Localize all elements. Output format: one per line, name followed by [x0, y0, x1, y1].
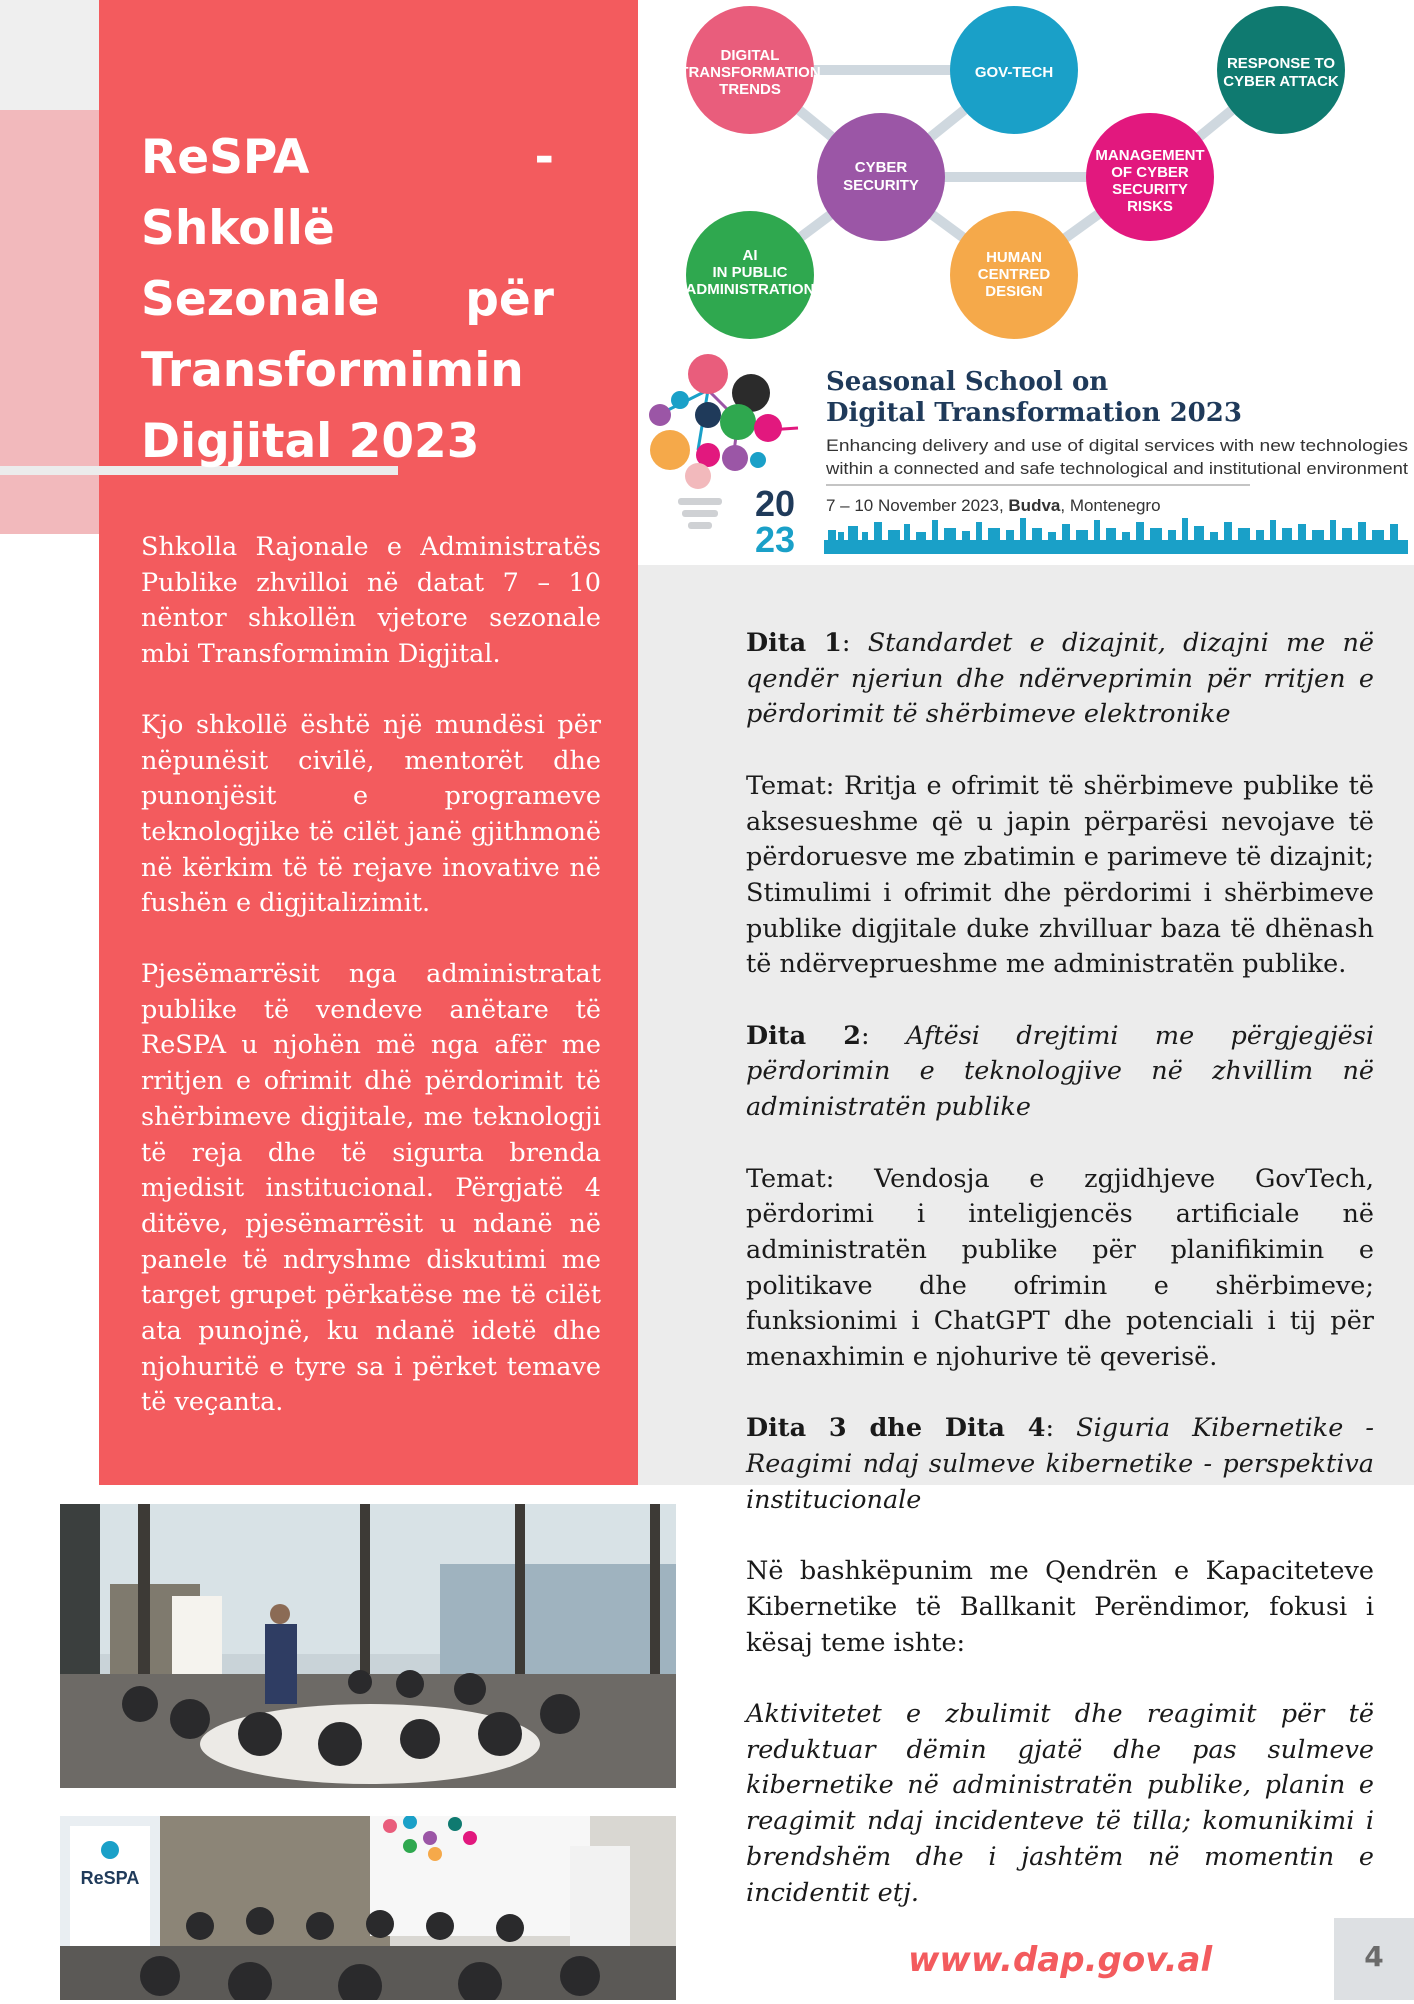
day34-focus: Aktivitetet e zbulimit dhe reagimit për të reduktuar dëmin gjatë dhe pas sulmeve kibernetike në administratën publike, planin e reagimit ndaj incidenteve të tilla; komunikimi i brendshëm dhe i jashtëm në momentin e incidentit etj.: [746, 1699, 1374, 1908]
participants-paragraph: Pjesëmarrësit nga administratat publike të vendeve anëtare të ReSPA u njohën më nga afër me rritjen e ofrimit dhë përdorimit të shërbimeve digjitale, me teknologji të reja dhe të sigurta brenda mjedisit institucional. Përgjatë 4 ditëve, pjesëmarrësit u ndanë në panele të ndryshme diskutimi me target grupet përkatëse me të cilët ata punojnë, ku ndanë idetë dhe njohuritë e tyre sa i përket temave të veçanta.: [141, 959, 601, 1418]
node-text: GOV-TECH: [974, 64, 1054, 81]
node-text: CYBER: [854, 159, 908, 176]
node-text: AI: [742, 247, 758, 264]
node-text: DIGITAL: [720, 47, 780, 64]
node-text: TRANSFORMATION: [679, 64, 821, 81]
infographic-svg: [638, 0, 1414, 565]
node-text: TRENDS: [719, 81, 781, 98]
day34-heading: Dita 3 dhe Dita 4: Siguria Kibernetike - Reagimi ndaj sulmeve kibernetike - perspektiva institucionale: [746, 1413, 1374, 1515]
left-column-text: [141, 530, 601, 1456]
node-text: CENTRED: [977, 266, 1051, 283]
day2-heading: Dita 2: Aftësi drejtimi me përgjegjësi përdorimin e teknologjive në zhvillim në administratën publike: [746, 1020, 1374, 1123]
logo-year-bottom: 23: [755, 519, 796, 560]
node-text: CYBER ATTACK: [1223, 73, 1339, 90]
page-title: ReSPA - Shkollë Sezonale për Transformimin Digjital 2023: [141, 130, 554, 469]
node-text: RESPONSE TO: [1226, 55, 1336, 72]
node-text: SECURITY: [843, 177, 919, 194]
day1-topics: Temat: Rritja e ofrimit të shërbimeve publike të aksesueshme që u japin përparësi nevojave të përdoruesve me zbatimin e parimeve të dizajnit; Stimulimi i ofrimit dhe përdorimi i shërbimeve publike digjitale duke zhvilluar baza të dhënash të ndërveprueshme me administratën publike.: [746, 770, 1374, 980]
right-column-text: [746, 626, 1374, 1947]
corner-block: [0, 0, 100, 110]
page-number: 4: [1364, 1940, 1384, 1973]
seasonal-school-infographic: [638, 0, 1414, 565]
node-text: MANAGEMENT: [1095, 147, 1205, 164]
training-photo-2: [60, 1816, 676, 2000]
node-text: SECURITY: [1112, 181, 1188, 198]
day34-intro: Në bashkëpunim me Qendrën e Kapaciteteve Kibernetike të Ballkanit Perëndimor, fokusi i kësaj teme ishte:: [746, 1556, 1374, 1658]
node-text: RISKS: [1127, 198, 1173, 215]
node-text: OF CYBER: [1111, 164, 1189, 181]
node-text: IN PUBLIC: [712, 264, 788, 281]
opportunity-paragraph: Kjo shkollë është një mundësi për nëpunësit civilë, mentorët dhe punonjësit e programeve teknologjike të cilët janë gjithmonë në kërkim të të rejave inovative në fushën e digjitalizimit.: [141, 709, 601, 919]
day2-topics: Temat: Vendosja e zgjidhjeve GovTech, përdorimi i inteligjencës artificiale në administratën publike për planifikimin e politikave dhe ofrimin e shërbimeve; funksionimi i ChatGPT dhe potenciali i tij për menaxhimin e njohurive të qeverisë.: [746, 1163, 1374, 1373]
city-skyline: [824, 518, 1408, 554]
school-subtitle-line1: Enhancing delivery and use of digital services with new technologies: [826, 437, 1408, 455]
school-date: 7 – 10 November 2023, Budva, Montenegro: [826, 496, 1161, 515]
node-text: HUMAN: [986, 249, 1042, 266]
intro-paragraph: Shkolla Rajonale e Administratës Publike zhvilloi në datat 7 – 10 nëntor shkollën vjetore sezonale mbi Transformimin Digjital.: [141, 532, 601, 670]
node-text: ADMINISTRATION: [685, 281, 815, 298]
day1-heading: Dita 1: Standardet e dizajnit, dizajni me në qendër njeriun dhe ndërveprimin për rritjen e përdorimit të shërbimeve elektronike: [746, 628, 1374, 730]
training-photo-1: [60, 1504, 676, 1788]
school-title-line2: Digital Transformation 2023: [826, 398, 1242, 428]
school-subtitle-line2: within a connected and safe technological and institutional environment: [824, 460, 1409, 478]
school-title-line1: Seasonal School on: [826, 367, 1109, 397]
node-text: DESIGN: [985, 283, 1043, 300]
website-link[interactable]: www.dap.gov.al: [908, 1940, 1213, 1980]
respa-banner-text: ReSPA: [80, 1868, 140, 1888]
logo-year-top: 20: [755, 483, 796, 524]
